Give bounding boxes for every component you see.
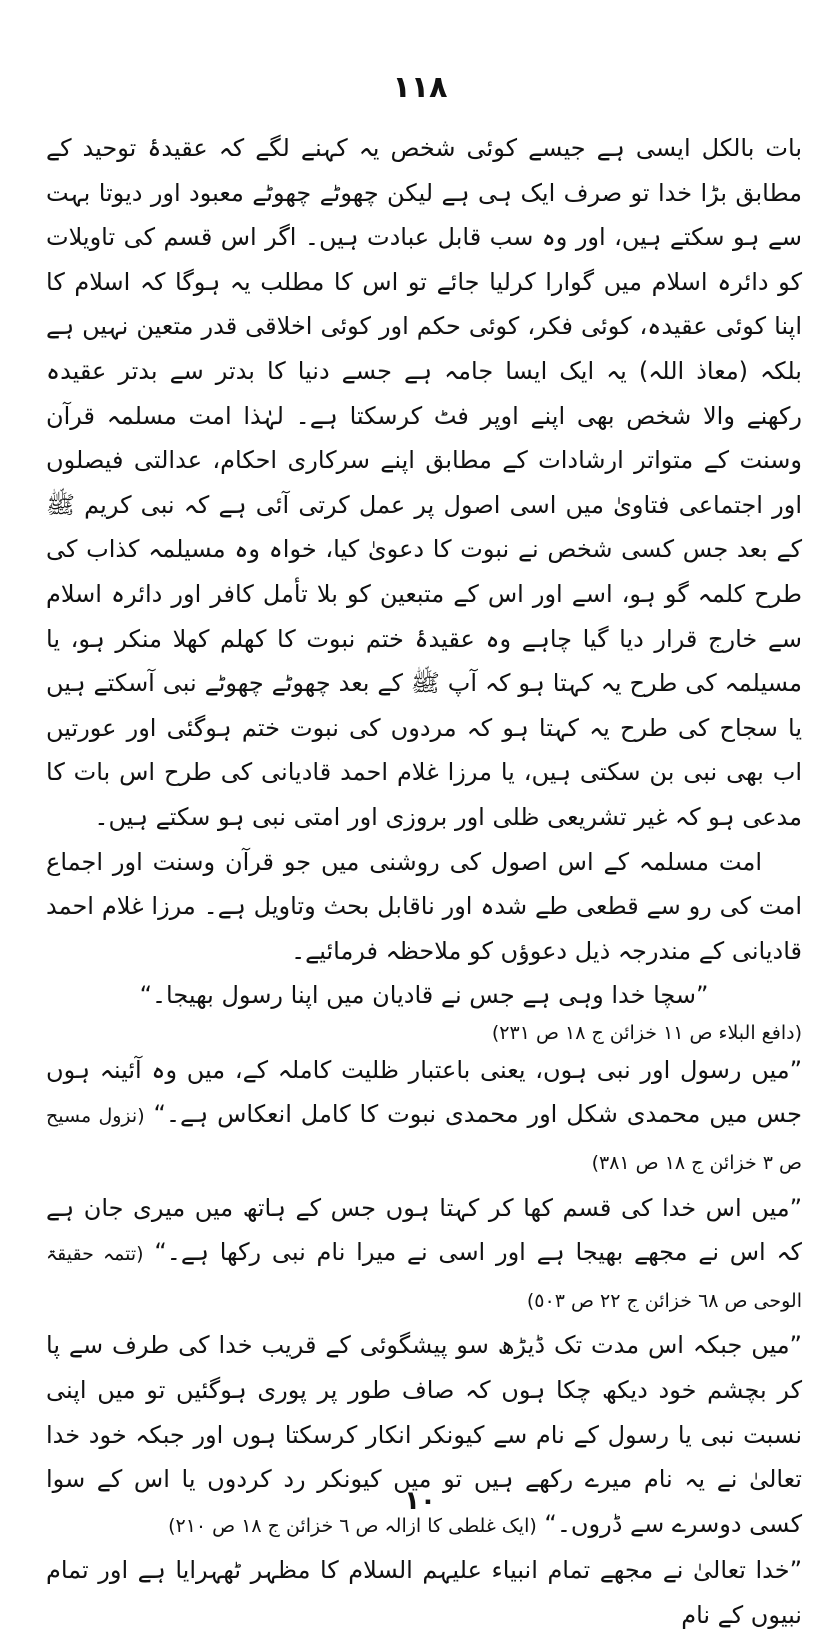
quote-2-text: ”میں رسول اور نبی ہوں، یعنی باعتبار ظلیت کاملہ کے، میں وہ آئینہ ہوں جس میں محمدی شکل اور محمدی نبوت کا کامل انعکاس ہے۔“ [46, 1055, 802, 1129]
paragraph-1: بات بالکل ایسی ہے جیسے کوئی شخص یہ کہنے لگے کہ عقیدۂ توحید کے مطابق بڑا خدا تو صرف ایک ہی ہے لیکن چھوٹے چھوٹے معبود اور دیوتا بہت سے ہو سکتے ہیں، اور وہ سب قابل عبادت ہیں۔ اگر اس قسم کی تاویلات کو دائرہ اسلام میں گوارا کرلیا جائے تو اس کا مطلب یہ ہوگا کہ اسلام کا اپنا کوئی عقیدہ، کوئی فکر، کوئی حکم اور کوئی اخلاقی قدر متعین نہیں ہے بلکہ (معاذ اللہ) یہ ایک ایسا جامہ ہے جسے دنیا کا بدتر سے بدتر عقیدہ رکھنے والا شخص بھی اپنے اوپر فٹ کرسکتا ہے۔ لہٰذا امت مسلمہ قرآن وسنت کے متواتر ارشادات کے مطابق اپنے سرکاری احکام، عدالتی فیصلوں اور اجتماعی فتاویٰ میں اسی اصول پر عمل کرتی آئی ہے کہ نبی کریم ﷺ کے بعد جس کسی شخص نے نبوت کا دعویٰ کیا، خواہ وہ مسیلمہ کذاب کی طرح کلمہ گو ہو، اسے اور اس کے متبعین کو بلا تأمل کافر اور دائرہ اسلام سے خارج قرار دیا گیا چاہے وہ عقیدۂ ختم نبوت کا کھلم کھلا منکر ہو، یا مسیلمہ کی طرح یہ کہتا ہو کہ آپ ﷺ کے بعد چھوٹے چھوٹے نبی آسکتے ہیں یا سجاح کی طرح یہ کہتا ہو کہ مردوں کی نبوت ختم ہوگئی اور عورتیں اب بھی نبی بن سکتی ہیں، یا مرزا غلام احمد قادیانی کی طرح اس بات کا مدعی ہو کہ غیر تشریعی ظلی اور بروزی اور امتی نبی ہو سکتے ہیں۔ [46, 134, 802, 831]
paragraph-2: امت مسلمہ کے اس اصول کی روشنی میں جو قرآن وسنت اور اجماع امت کی رو سے قطعی طے شدہ اور ناقابل بحث وتاویل ہے۔ مرزا غلام احمد قادیانی کے مندرجہ ذیل دعوؤں کو ملاحظہ فرمائیے۔ [46, 847, 802, 965]
page-number: ١١٨ [392, 70, 448, 105]
quote-2-citation: (نزول مسیح ص ٣ خزائن ج ١٨ ص ٣٨١) [46, 1105, 802, 1175]
quote-2 [46, 1048, 802, 1186]
footer-page-number: ١٠ [404, 1486, 436, 1516]
quote-3-citation: (تتمہ حقیقۃ الوحی ص ٦٨ خزائن ج ٢٢ ص ٥٠٣) [46, 1243, 802, 1312]
quote-3-text: ”میں اس خدا کی قسم کھا کر کہتا ہوں جس کے ہاتھ میں میری جان ہے کہ اس نے مجھے بھیجا ہے اور اسی نے میرا نام نبی رکھا ہے۔“ [46, 1193, 802, 1267]
quote-4-citation: (ایک غلطی کا ازالہ ص ٦ خزائن ج ١٨ ص ٢١٠) [168, 1514, 537, 1537]
quote-4-text: ”میں جبکہ اس مدت تک ڈیڑھ سو پیشگوئی کے قریب خدا کی طرف سے پا کر بچشم خود دیکھ چکا ہوں کہ صاف طور پر پوری ہوگئیں تو میں اپنی نسبت نبی یا رسول کے نام سے کیونکر انکار کرسکتا ہوں اور جبکہ خود خدا تعالیٰ نے یہ نام میرے رکھے ہیں تو میں کیونکر رد کردوں یا اس کے سوا کسی دوسرے سے ڈروں۔“ [46, 1331, 802, 1538]
quote-1-citation: (دافع البلاء ص ١١ خزائن ج ١٨ ص ٢٣١) [491, 1021, 802, 1044]
quote-1-text: ”سچا خدا وہی ہے جس نے قادیان میں اپنا رسول بھیجا۔“ [139, 981, 709, 1010]
quote-5-text: ”خدا تعالیٰ نے مجھے تمام انبیاء علیہم السلام کا مظہر ٹھہرایا ہے اور تمام نبیوں کے نام [46, 1556, 802, 1629]
body-text [46, 126, 802, 1638]
quote-3 [46, 1186, 802, 1324]
